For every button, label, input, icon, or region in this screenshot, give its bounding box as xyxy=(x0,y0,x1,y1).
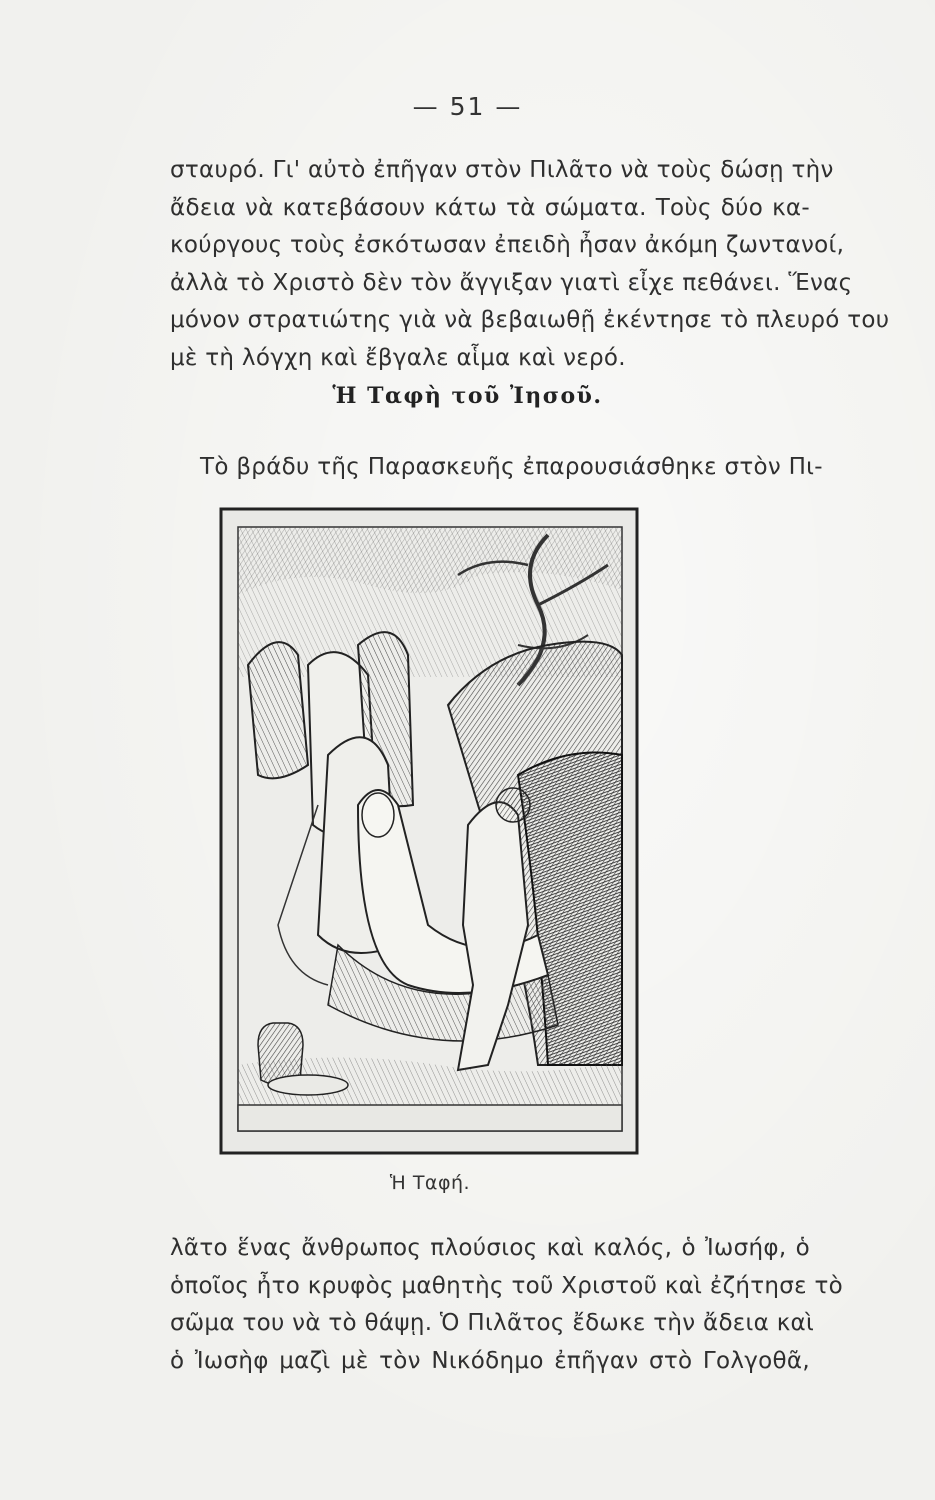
text-line: ἀλλὰ τὸ Χριστὸ δὲν τὸν ἄγγιξαν γιατὶ εἶχε πεθάνει. Ἕνας xyxy=(170,269,853,296)
figure-caption: Ἡ Ταφή. xyxy=(389,1172,471,1194)
paragraph-2 xyxy=(200,449,823,487)
text-line: σταυρό. Γι' αὐτὸ ἐπῆγαν στὸν Πιλᾶτο νὰ τοὺς δώσῃ τὴν xyxy=(170,157,834,183)
text-line: μόνον στρατιώτης γιὰ νὰ βεβαιωθῇ ἐκέντησε τὸ πλευρό του xyxy=(170,307,890,334)
text-line: μὲ τὴ λόγχη καὶ ἔβγαλε αἷμα καὶ νερό. xyxy=(170,344,626,371)
section-heading: Ἡ Ταφὴ τοῦ Ἰησοῦ. xyxy=(332,383,603,409)
paragraph-1 xyxy=(170,152,890,378)
text-line: λᾶτο ἕνας ἄνθρωπος πλούσιος καὶ καλός, ὁ Ἰωσήφ, ὁ xyxy=(170,1235,810,1261)
text-line: ὁ Ἰωσὴφ μαζὶ μὲ τὸν Νικόδημο ἐπῆγαν στὸ Γολγοθᾶ, xyxy=(170,1347,810,1374)
text-line: κούργους τοὺς ἐσκότωσαν ἐπειδὴ ἦσαν ἀκόμη ζωντανοί, xyxy=(170,232,845,259)
page-number: — 51 — xyxy=(412,92,523,121)
text-line: σῶμα του νὰ τὸ θάψῃ. Ὁ Πιλᾶτος ἔδωκε τὴν ἄδεια καὶ xyxy=(170,1310,815,1337)
text-line: ὁποῖος ἦτο κρυφὸς μαθητὴς τοῦ Χριστοῦ καὶ ἐζήτησε τὸ xyxy=(170,1272,844,1299)
text-line: ἄδεια νὰ κατεβάσουν κάτω τὰ σώματα. Τοὺς δύο κα- xyxy=(170,194,810,221)
entombment-engraving xyxy=(218,505,640,1157)
text-line: Τὸ βράδυ τῆς Παρασκευῆς ἐπαρουσιάσθηκε στὸν Πι- xyxy=(200,454,823,480)
paragraph-3 xyxy=(170,1230,844,1380)
